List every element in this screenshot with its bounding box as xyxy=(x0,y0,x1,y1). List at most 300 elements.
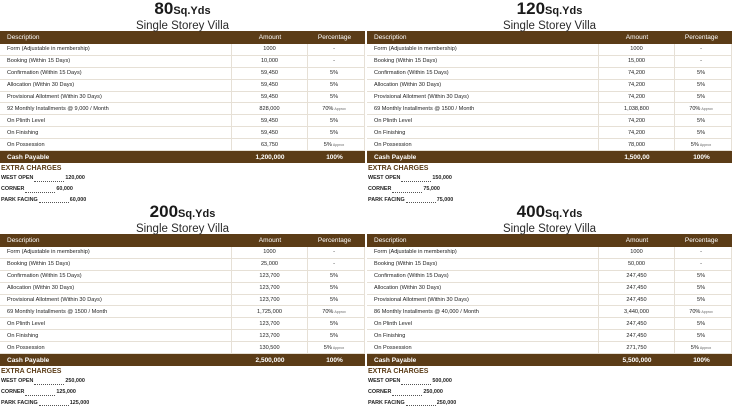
table-row xyxy=(0,80,365,92)
row-percentage xyxy=(675,92,732,103)
total-percentage: 100% xyxy=(326,153,343,161)
table-row xyxy=(0,283,365,295)
plan-heading xyxy=(0,203,365,234)
table-row xyxy=(0,103,365,115)
row-amount: 123,700 xyxy=(232,295,308,306)
leader-dots xyxy=(392,387,422,396)
extra-charge-item xyxy=(1,173,365,184)
row-description: Booking (Within 15 Days) xyxy=(367,259,599,270)
table-row xyxy=(367,259,732,271)
villa-type: Single Storey Villa xyxy=(502,20,597,32)
row-amount: 3,440,000 xyxy=(599,306,675,317)
table-row xyxy=(367,139,732,151)
row-percentage-value: 5% xyxy=(696,82,706,89)
row-percentage-value: - xyxy=(333,58,335,65)
header-amount: Amount xyxy=(625,34,649,41)
table-row xyxy=(367,56,732,68)
row-description: Form (Adjustable in membership) xyxy=(367,247,599,258)
extra-charges-list xyxy=(1,173,365,205)
row-percentage xyxy=(308,68,365,79)
row-percentage-value: 5% xyxy=(329,320,339,327)
row-amount: 10,000 xyxy=(232,56,308,67)
row-percentage-value: - xyxy=(333,261,335,268)
price-plan-panel xyxy=(0,203,365,408)
table-row xyxy=(367,103,732,115)
extra-charges-title: EXTRA CHARGES xyxy=(1,368,62,376)
approx-note: Approx xyxy=(699,345,712,350)
plan-heading xyxy=(367,203,732,234)
extra-charge-item xyxy=(368,184,732,195)
extra-charge-label: PARK FACING xyxy=(368,399,405,406)
leader-dots xyxy=(401,376,431,385)
row-description: On Possession xyxy=(367,342,599,353)
table-row xyxy=(367,92,732,104)
row-amount: 25,000 xyxy=(232,259,308,270)
row-percentage xyxy=(675,115,732,126)
villa-type: Single Storey Villa xyxy=(135,20,230,32)
row-description: 69 Monthly Installments @ 1500 / Month xyxy=(367,103,599,114)
row-amount: 123,700 xyxy=(232,283,308,294)
total-amount: 5,500,000 xyxy=(622,356,652,364)
row-description: 86 Monthly Installments @ 40,000 / Month xyxy=(367,306,599,317)
leader-dots xyxy=(392,184,422,193)
plot-size-value: 400 xyxy=(516,202,546,221)
row-amount: 1000 xyxy=(232,44,308,55)
row-description: On Plinth Level xyxy=(367,318,599,329)
header-description: Description xyxy=(7,34,40,41)
total-label: Cash Payable xyxy=(7,153,50,161)
row-amount: 247,450 xyxy=(599,330,675,341)
row-percentage-value: - xyxy=(333,46,335,53)
row-amount: 74,200 xyxy=(599,80,675,91)
total-percentage: 100% xyxy=(326,356,343,364)
row-amount: 247,450 xyxy=(599,318,675,329)
row-amount: 63,750 xyxy=(232,139,308,150)
extra-charge-label: WEST OPEN xyxy=(1,175,34,182)
table-total-row xyxy=(0,354,365,366)
row-percentage xyxy=(675,259,732,270)
row-percentage-value: 5% xyxy=(696,320,706,327)
table-header xyxy=(367,234,732,247)
header-amount: Amount xyxy=(258,237,282,244)
row-description: On Plinth Level xyxy=(0,115,232,126)
row-description: On Possession xyxy=(367,139,599,150)
row-description: On Finishing xyxy=(367,127,599,138)
row-amount: 828,000 xyxy=(232,103,308,114)
extra-charge-label: WEST OPEN xyxy=(368,175,401,182)
row-amount: 130,500 xyxy=(232,342,308,353)
header-percentage: Percentage xyxy=(684,237,719,244)
extra-charges-list xyxy=(1,376,365,408)
header-description: Description xyxy=(374,237,407,244)
table-total-row xyxy=(367,151,732,163)
table-header xyxy=(367,31,732,44)
extra-charge-item xyxy=(1,387,365,398)
header-amount: Amount xyxy=(258,34,282,41)
row-description: Allocation (Within 30 Days) xyxy=(367,80,599,91)
row-amount: 74,200 xyxy=(599,127,675,138)
total-percentage: 100% xyxy=(693,356,710,364)
row-amount: 123,700 xyxy=(232,271,308,282)
row-amount: 59,450 xyxy=(232,92,308,103)
row-percentage xyxy=(308,247,365,258)
row-description: 69 Monthly Installments @ 1500 / Month xyxy=(0,306,232,317)
row-percentage-value: - xyxy=(700,261,702,268)
table-row xyxy=(0,92,365,104)
row-percentage-value: - xyxy=(700,58,702,65)
extra-charge-item xyxy=(368,387,732,398)
row-description: Provisional Allotment (Within 30 Days) xyxy=(0,295,232,306)
villa-type: Single Storey Villa xyxy=(135,223,230,235)
row-percentage xyxy=(308,139,365,150)
row-percentage-value: 5% xyxy=(690,141,699,148)
extra-charge-label: CORNER xyxy=(368,388,392,395)
header-description: Description xyxy=(7,237,40,244)
extra-charge-label: PARK FACING xyxy=(1,399,38,406)
plot-size-value: 200 xyxy=(149,202,179,221)
extra-charge-value: 75,000 xyxy=(436,196,454,203)
plot-size xyxy=(0,203,365,223)
row-percentage xyxy=(675,318,732,329)
row-percentage-value: 5% xyxy=(696,332,706,339)
row-description: On Plinth Level xyxy=(0,318,232,329)
table-row xyxy=(0,318,365,330)
total-label: Cash Payable xyxy=(374,356,417,364)
table-row xyxy=(367,271,732,283)
row-percentage-value: 70% xyxy=(689,308,701,315)
table-header xyxy=(0,234,365,247)
row-percentage xyxy=(675,271,732,282)
row-amount: 247,450 xyxy=(599,283,675,294)
row-amount: 247,450 xyxy=(599,271,675,282)
table-body xyxy=(367,44,732,151)
row-description: Form (Adjustable in membership) xyxy=(367,44,599,55)
table-row xyxy=(367,342,732,354)
leader-dots xyxy=(406,398,436,407)
table-row xyxy=(0,247,365,259)
row-percentage xyxy=(308,318,365,329)
extra-charge-value: 120,000 xyxy=(65,175,85,182)
table-row xyxy=(0,306,365,318)
table-row xyxy=(367,330,732,342)
approx-note: Approx xyxy=(334,309,346,314)
row-percentage xyxy=(675,342,732,353)
row-percentage xyxy=(308,80,365,91)
table-row xyxy=(367,306,732,318)
leader-dots xyxy=(25,184,55,193)
extra-charge-item xyxy=(368,173,732,184)
extra-charges-title: EXTRA CHARGES xyxy=(1,165,62,173)
plot-size xyxy=(367,0,732,20)
row-percentage xyxy=(308,271,365,282)
plan-heading xyxy=(367,0,732,31)
row-amount: 74,200 xyxy=(599,92,675,103)
extra-charge-label: CORNER xyxy=(368,185,392,192)
table-row xyxy=(367,80,732,92)
table-total-row xyxy=(367,354,732,366)
table-row xyxy=(0,115,365,127)
row-percentage-value: 5% xyxy=(329,273,339,280)
row-percentage-value: 5% xyxy=(696,94,706,100)
row-description: Booking (Within 15 Days) xyxy=(0,259,232,270)
extra-charge-value: 125,000 xyxy=(69,399,90,406)
row-description: Confirmation (Within 15 Days) xyxy=(367,68,599,79)
header-description: Description xyxy=(374,34,407,41)
row-percentage-value: 5% xyxy=(696,297,706,303)
row-amount: 1,725,000 xyxy=(232,306,308,317)
table-body xyxy=(0,247,365,354)
extra-charge-item xyxy=(1,376,365,387)
extra-charge-label: PARK FACING xyxy=(368,196,405,203)
row-percentage xyxy=(308,295,365,306)
row-percentage-value: 5% xyxy=(329,285,339,292)
row-description: Form (Adjustable in membership) xyxy=(0,44,232,55)
row-percentage-value: 5% xyxy=(696,285,706,292)
row-percentage-value: 5% xyxy=(690,344,699,351)
table-row xyxy=(367,115,732,127)
table-row xyxy=(0,127,365,139)
extra-charge-value: 150,000 xyxy=(432,175,452,182)
extra-charges-title: EXTRA CHARGES xyxy=(368,368,429,376)
row-percentage xyxy=(308,330,365,341)
row-amount: 1,038,800 xyxy=(599,103,675,114)
row-percentage xyxy=(308,56,365,67)
row-percentage-value: 5% xyxy=(696,273,706,280)
total-amount: 1,500,00 xyxy=(624,153,650,161)
price-plan-panel xyxy=(0,0,365,205)
total-label: Cash Payable xyxy=(7,356,50,364)
row-amount: 1000 xyxy=(599,247,675,258)
row-percentage xyxy=(308,115,365,126)
row-percentage xyxy=(308,306,365,317)
plot-size-value: 120 xyxy=(516,0,546,18)
row-percentage xyxy=(675,68,732,79)
plan-heading xyxy=(0,0,365,31)
row-amount: 1000 xyxy=(232,247,308,258)
extra-charge-value: 250,000 xyxy=(436,399,457,406)
plot-size xyxy=(0,0,365,20)
row-percentage xyxy=(675,103,732,114)
extra-charge-label: WEST OPEN xyxy=(1,378,34,385)
row-percentage-value: 5% xyxy=(329,129,339,136)
table-row xyxy=(367,247,732,259)
row-percentage xyxy=(675,306,732,317)
table-total-row xyxy=(0,151,365,163)
extra-charge-value: 125,000 xyxy=(56,388,76,395)
row-percentage xyxy=(675,56,732,67)
row-percentage-value: 5% xyxy=(329,117,339,124)
row-percentage xyxy=(675,283,732,294)
row-amount: 123,700 xyxy=(232,318,308,329)
extra-charges-list xyxy=(368,376,732,408)
row-amount: 271,750 xyxy=(599,342,675,353)
leader-dots xyxy=(34,173,64,182)
extra-charge-label: CORNER xyxy=(1,185,25,192)
row-amount: 15,000 xyxy=(599,56,675,67)
extra-charge-value: 250,000 xyxy=(65,378,85,385)
approx-note: Approx xyxy=(699,142,712,147)
approx-note: Approx xyxy=(701,309,713,314)
villa-type: Single Storey Villa xyxy=(502,223,597,235)
approx-note: Approx xyxy=(334,106,346,111)
leader-dots xyxy=(39,398,69,407)
row-description: Confirmation (Within 15 Days) xyxy=(367,271,599,282)
row-amount: 59,450 xyxy=(232,80,308,91)
extra-charges xyxy=(0,367,365,408)
row-percentage-value: 5% xyxy=(329,332,339,339)
row-percentage-value: 70% xyxy=(322,308,334,315)
plot-size-unit: Sq.Yds xyxy=(545,208,583,220)
row-description: Provisional Allotment (Within 30 Days) xyxy=(367,92,599,103)
row-percentage-value: 5% xyxy=(329,94,339,100)
table-row xyxy=(367,127,732,139)
table-row xyxy=(0,44,365,56)
table-row xyxy=(367,68,732,80)
row-percentage xyxy=(675,330,732,341)
leader-dots xyxy=(25,387,55,396)
row-percentage xyxy=(675,139,732,150)
row-percentage-value: 5% xyxy=(329,297,339,303)
row-percentage-value: 5% xyxy=(696,70,706,77)
row-amount: 247,450 xyxy=(599,295,675,306)
header-amount: Amount xyxy=(625,237,649,244)
row-description: Provisional Allotment (Within 30 Days) xyxy=(0,92,232,103)
total-amount: 1,200,000 xyxy=(255,153,285,161)
row-description: On Finishing xyxy=(367,330,599,341)
row-description: On Possession xyxy=(0,342,232,353)
table-body xyxy=(0,44,365,151)
row-percentage-value: 5% xyxy=(696,129,706,136)
table-row xyxy=(367,318,732,330)
row-description: Confirmation (Within 15 Days) xyxy=(0,271,232,282)
row-description: Allocation (Within 30 Days) xyxy=(0,80,232,91)
row-amount: 1000 xyxy=(599,44,675,55)
row-percentage-value: 5% xyxy=(696,117,706,124)
row-percentage xyxy=(675,295,732,306)
leader-dots xyxy=(34,376,64,385)
row-percentage xyxy=(675,127,732,138)
extra-charge-item xyxy=(1,398,365,409)
plot-size-value: 80 xyxy=(154,0,174,18)
approx-note: Approx xyxy=(332,142,345,147)
row-percentage xyxy=(308,44,365,55)
row-percentage-value: - xyxy=(333,249,335,256)
header-percentage: Percentage xyxy=(684,34,719,41)
row-amount: 59,450 xyxy=(232,68,308,79)
total-percentage: 100% xyxy=(693,153,710,161)
row-percentage xyxy=(675,80,732,91)
row-percentage-value: - xyxy=(700,46,702,53)
extra-charge-value: 500,000 xyxy=(432,378,452,385)
extra-charge-value: 250,000 xyxy=(423,388,443,395)
row-percentage xyxy=(308,103,365,114)
table-header xyxy=(0,31,365,44)
row-description: On Plinth Level xyxy=(367,115,599,126)
table-row xyxy=(0,68,365,80)
row-amount: 50,000 xyxy=(599,259,675,270)
row-amount: 59,450 xyxy=(232,115,308,126)
plot-size-unit: Sq.Yds xyxy=(178,208,216,220)
table-row xyxy=(0,342,365,354)
row-description: Form (Adjustable in membership) xyxy=(0,247,232,258)
row-percentage-value: 5% xyxy=(323,141,332,148)
row-description: Booking (Within 15 Days) xyxy=(0,56,232,67)
extra-charge-item xyxy=(1,184,365,195)
extra-charge-value: 60,000 xyxy=(56,185,73,192)
total-amount: 2,500,000 xyxy=(255,356,285,364)
approx-note: Approx xyxy=(701,106,713,111)
table-row xyxy=(367,283,732,295)
row-amount: 78,000 xyxy=(599,139,675,150)
header-percentage: Percentage xyxy=(317,34,352,41)
row-description: Provisional Allotment (Within 30 Days) xyxy=(367,295,599,306)
price-plan-panel xyxy=(367,203,732,408)
row-description: On Finishing xyxy=(0,127,232,138)
row-percentage-value: 5% xyxy=(329,82,339,89)
row-percentage xyxy=(308,283,365,294)
approx-note: Approx xyxy=(332,345,345,350)
table-row xyxy=(367,44,732,56)
row-percentage-value: 5% xyxy=(323,344,332,351)
extra-charges-list xyxy=(368,173,732,205)
row-percentage xyxy=(308,342,365,353)
row-description: Allocation (Within 30 Days) xyxy=(367,283,599,294)
extra-charge-value: 75,000 xyxy=(423,185,440,192)
extra-charges-title: EXTRA CHARGES xyxy=(368,165,429,173)
extra-charges xyxy=(0,164,365,205)
row-percentage-value: 5% xyxy=(329,70,339,77)
row-percentage xyxy=(675,44,732,55)
row-amount: 74,200 xyxy=(599,115,675,126)
table-row xyxy=(0,139,365,151)
row-percentage-value: - xyxy=(700,249,702,256)
leader-dots xyxy=(401,173,431,182)
row-percentage xyxy=(308,127,365,138)
table-row xyxy=(0,259,365,271)
extra-charge-value: 60,000 xyxy=(69,196,87,203)
extra-charges xyxy=(367,367,732,408)
table-row xyxy=(0,271,365,283)
row-percentage-value: 70% xyxy=(322,105,334,112)
row-percentage xyxy=(308,92,365,103)
row-description: Confirmation (Within 15 Days) xyxy=(0,68,232,79)
row-amount: 74,200 xyxy=(599,68,675,79)
row-description: On Finishing xyxy=(0,330,232,341)
plot-size-unit: Sq.Yds xyxy=(545,5,583,17)
plot-size-unit: Sq.Yds xyxy=(173,5,211,17)
extra-charge-label: PARK FACING xyxy=(1,196,38,203)
row-description: Booking (Within 15 Days) xyxy=(367,56,599,67)
row-percentage xyxy=(675,247,732,258)
table-row xyxy=(0,295,365,307)
row-description: 92 Monthly Installments @ 9,000 / Month xyxy=(0,103,232,114)
table-row xyxy=(0,330,365,342)
header-percentage: Percentage xyxy=(317,237,352,244)
row-percentage-value: 70% xyxy=(689,105,701,112)
extra-charge-item xyxy=(368,398,732,409)
row-amount: 123,700 xyxy=(232,330,308,341)
extra-charge-item xyxy=(368,376,732,387)
extra-charge-label: CORNER xyxy=(1,388,25,395)
table-row xyxy=(367,295,732,307)
extra-charge-label: WEST OPEN xyxy=(368,378,401,385)
table-body xyxy=(367,247,732,354)
row-percentage xyxy=(308,259,365,270)
row-description: On Possession xyxy=(0,139,232,150)
extra-charges xyxy=(367,164,732,205)
row-description: Allocation (Within 30 Days) xyxy=(0,283,232,294)
plot-size xyxy=(367,203,732,223)
